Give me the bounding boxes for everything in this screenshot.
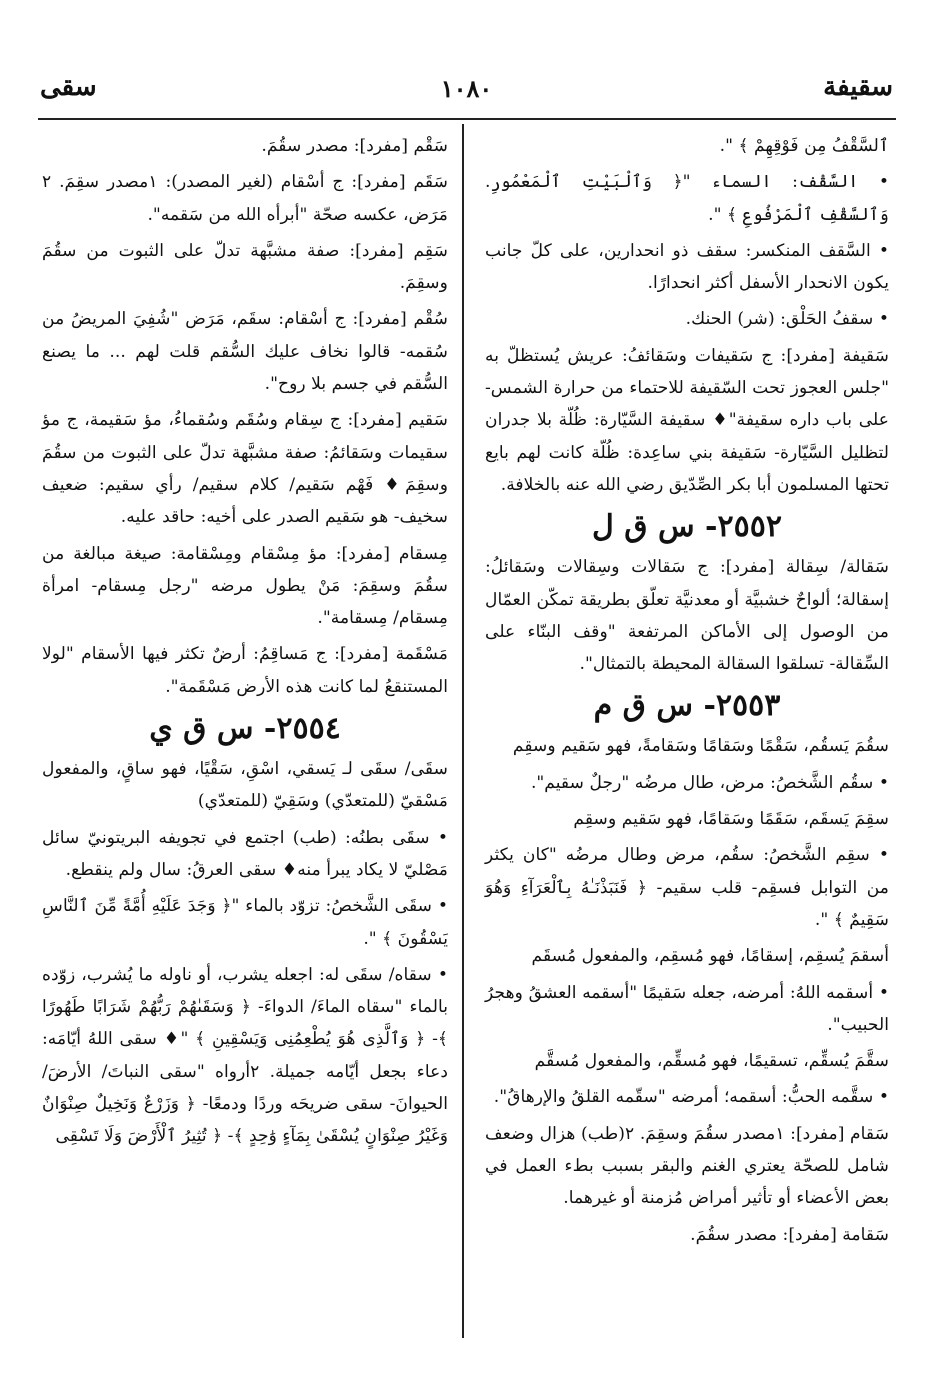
dictionary-entry: • سقَّمه الحبُّ: أسقمه؛ أمرضه "سقّمه القلقُ والإرهاقُ". <box>493 1087 889 1108</box>
right-column <box>485 130 889 1255</box>
left-running-headword: سقى <box>40 72 97 102</box>
dictionary-entry: • سقفُ الحَلْق: (شر) الحنك. <box>685 309 889 330</box>
dictionary-entry: سَقْم [مفرد]: مصدر سقُمَ. <box>261 136 448 156</box>
header-rule <box>38 118 896 120</box>
dictionary-entry: سقَى/ سقَى لـ يَسقي، اسْقِ، سَقْيًا، فهو ساقٍ، والمفعول مَسْقيّ (للمتعدّي) وسَقِيّ (للمتعدّي) <box>42 759 448 812</box>
dictionary-entry: أسقمَ يُسقِم، إسقامًا، فهو مُسقِم، والمفعول مُسقَم <box>531 946 889 967</box>
root-section-heading: ٢٥٥٢- س ق ل <box>592 509 782 545</box>
dictionary-entry: • السَّقف المنكسر: سقف ذو انحدارين، على كلّ جانب يكون الانحدار الأسفل أكثر انحدارًا. <box>485 240 889 294</box>
dictionary-entry: • سقِم الشَّخصُ: سقُم، مرض وطال مرضُه "كان يكثر من التوابل فسقِم- قلب سقيم- ﴿ فَنَبَذْنَـٰهُ بِٱلْعَرَآءِ وَهُوَ سَقِيمٌ ﴾ ". <box>485 845 889 930</box>
dictionary-entry: • أسقمه اللهُ: أمرضه، جعله سَقيمًا "أسقمه العشقُ وهجرُ الحبيب". <box>485 982 889 1035</box>
dictionary-entry: مِسقام [مفرد]: مؤ مِسْقام ومِسْقامة: صيغة مبالغة من سقُمَ وسقِمَ: مَنْ يطول مرضه "رجل مِسقام- امرأة مِسقام/ مِسقامة". <box>42 543 448 629</box>
column-divider <box>462 124 464 1338</box>
page-header <box>40 68 893 112</box>
dictionary-entry: سَقِم [مفرد]: صفة مشبَّهة تدلّ على الثبوت من سقُمَ وسقِمَ. <box>42 240 448 294</box>
dictionary-entry: سُقْم [مفرد]: ج أسْقام: سقَم، مَرَض "شُفِيَ المريضُ من سُقمه- قالوا نخاف عليك السُّقم قلت لهم ... ما يصنع السُّقم في جسم بلا روح". <box>42 309 448 395</box>
dictionary-entry: • سقَى الشَّخصُ: تزوّد بالماء "﴿ وَجَدَ عَلَيْهِ أُمَّةً مِّنَ ٱلنَّاسِ يَسْقُونَ ﴾ ". <box>42 896 448 949</box>
root-section-heading: ٢٥٥٤- س ق ي <box>149 711 341 747</box>
dictionary-entry: ٱلسَّقْفُ مِن فَوْقِهِمْ ﴾ ". <box>719 136 889 156</box>
root-section-heading: ٢٥٥٣- س ق م <box>593 688 781 724</box>
dictionary-entry: سقَّمَ يُسقِّم، تسقيمًا، فهو مُسقِّم، والمفعول مُسقَّم <box>534 1051 889 1072</box>
right-running-headword: سقيفة <box>823 72 893 102</box>
left-column <box>42 130 448 1157</box>
dictionary-entry: سقُمَ يَسقُم، سَقْمًا وسَقامًا وسَقامةً، فهو سَقيم وسقِم <box>512 736 889 757</box>
dictionary-entry: سَقيم [مفرد]: ج سِقام وسُقَم وسُقماءُ، مؤ سَقيمة، ج مؤ سقيمات وسَقائمُ: صفة مشبَّهة تدلّ على الثبوت من سقُمَ وسقِمَ♦ فَهْم سَقيم/ كلام سقيم/ رأي سقيم: ضعيف سخيف- هو سَقيم الصدر على أخيه: حاقد عليه. <box>42 410 448 528</box>
dictionary-entry: سقِمَ يَسقَم، سَقَمًا وسَقامًا، فهو سَقيم وسقِم <box>573 809 889 830</box>
dictionary-entry: سَقيفة [مفرد]: ج سَقيفات وسَقائفُ: عريش يُستظلّ به "جلس العجوز تحت السّقيفة للاحتماء من حرارة الشمس- على باب داره سقيفة"♦ سقيفة السَّيّارة: ظُلّة بلا جدران لتظليل السَّيّارة- سَقيفة بني ساعِدة: ظُلّة كانت لهم بايع تحتها المسلمون أبا بكر الصِّدّيق رضي الله عنه بالخلافة. <box>485 345 889 495</box>
dictionary-entry: • سقُم الشَّخصُ: مرض، طال مرضُه "رجلٌ سقيم". <box>530 772 889 793</box>
page-number: ١٠٨٠ <box>440 74 493 103</box>
dictionary-entry: • السَّقْف: السماء "﴿ وَٱلْبَيْتِ ٱلْمَعْمُورِ. وَٱلسَّقْفِ ٱلْمَرْفُوعِ ﴾ ". <box>485 172 889 225</box>
dictionary-entry: سَقامة [مفرد]: مصدر سقُمَ. <box>690 1224 889 1245</box>
dictionary-entry: • سقَى بطنُه: (طب) اجتمع في تجويفه البريتونيّ سائل مَصْليّ لا يكاد يبرأ منه♦ سقى العرقُ: سال ولم ينقطع. <box>42 827 448 880</box>
dictionary-entry: • سقاه/ سقَى له: اجعله يشرب، أو ناوله ما يُشرب، زوّده بالماء "سقاه الماءَ/ الدواءَ- ﴿ وَسَقَىٰهُمْ رَبُّهُمْ شَرَابًا طَهُورًا ﴾- ﴿ وَٱلَّذِى هُوَ يُطْعِمُنِى وَيَسْقِينِ ﴾ "♦ سقى اللهُ أيّامَه: دعاء بجعل أيّامه جميلة. ٢أرواه "سقى النباتَ/ الأرضَ/ الحيوانَ- سقى ضريحَه وردًا ودمعًا- ﴿ وَزَرْعٌ وَنَخِيلٌ صِنْوَانٌ وَغَيْرُ صِنْوَانٍ يُسْقَىٰ بِمَآءٍ وَٰحِدٍ ﴾- ﴿ تُثِيرُ ٱلْأَرْضَ وَلَا تَسْقِى <box>42 964 448 1147</box>
dictionary-entry: سَقَم [مفرد]: ج أسْقام (لغير المصدر): ١مصدر سقِمَ. ٢ مَرَض، عكسه صحّة "أبرأه الله من سَقمه". <box>42 172 448 225</box>
dictionary-entry: سَقام [مفرد]: ١مصدر سقُمَ وسقِمَ. ٢(طب) هزال وضعف شامل للصحّة يعتري الغنم والبقر بسبب بطء العمل في بعض الأعضاء أو تأثير أمراض مُزمنة أو غيرهما. <box>485 1123 890 1209</box>
dictionary-entry: سَقالة/ سِقالة [مفرد]: ج سَقالات وسِقالات وسَقائلُ: إسقالة؛ ألواحٌ خشبيَّة أو معدنيَّة تعلّق بطريقة تمكّن العمّال من الوصول إلى الأماكن المرتفعة "وقف البنّاء على السِّقالة- تسلقوا السقالة المحيطة بالتمثال". <box>485 557 889 675</box>
dictionary-entry: مَسْقَمة [مفرد]: ج مَساقِمُ: أرضٌ تكثر فيها الأسقام "لولا المستنقعُ لما كانت هذه الأرض مَسْقَمة". <box>42 644 448 697</box>
